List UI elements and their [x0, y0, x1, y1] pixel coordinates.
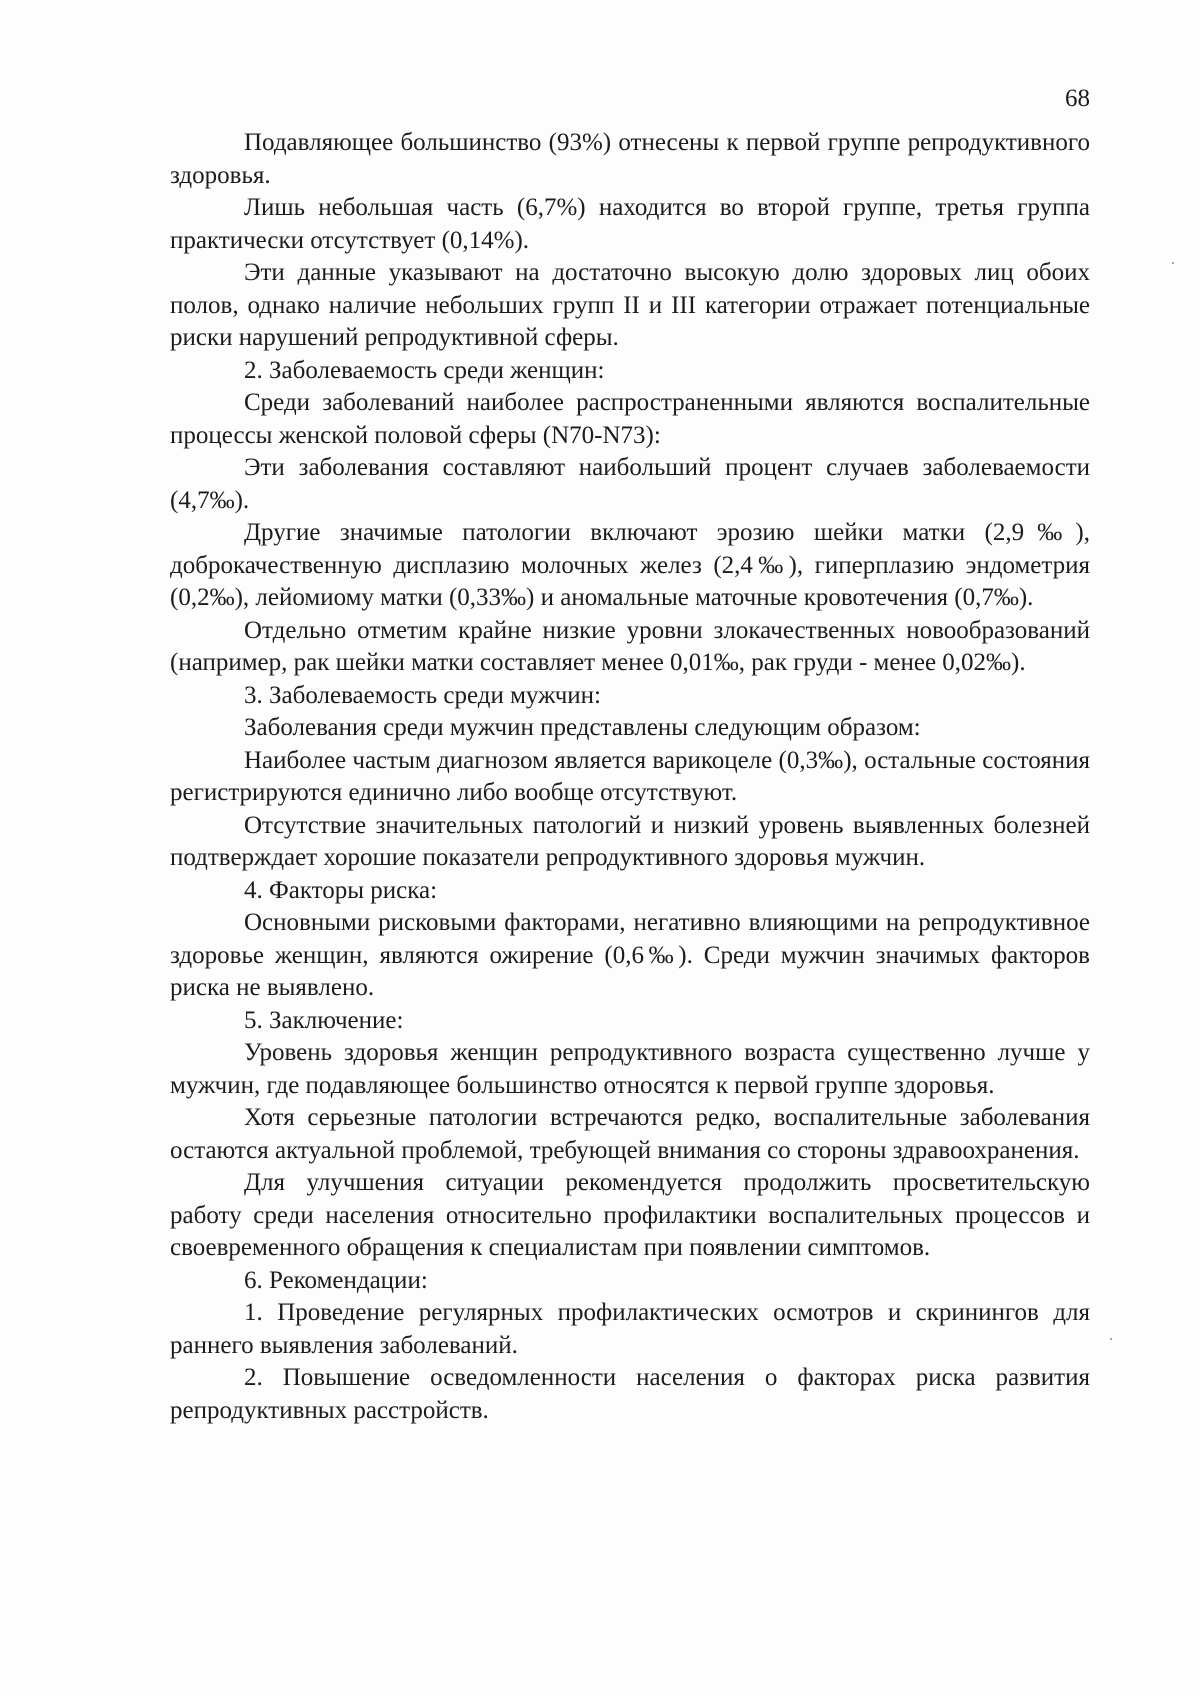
section-heading: 6. Рекомендации:	[244, 1266, 428, 1294]
paragraph: Заболевания среди мужчин представлены следующим образом:	[244, 714, 921, 741]
paragraph: Эти данные указывают на достаточно высокую долю здоровых лиц обоих полов, однако наличие небольших групп II и III категории отражает потенциальные риски нарушений репродуктивной сферы.	[170, 259, 1090, 351]
section-heading: 3. Заболеваемость среди мужчин:	[244, 681, 601, 709]
section-heading: 4. Факторы риска:	[244, 876, 438, 904]
recommendation-item: 2. Повышение осведомленности населения о факторах риска развития репродуктивных расстройств.	[170, 1364, 1090, 1424]
paragraph: Уровень здоровья женщин репродуктивного возраста существенно лучше у мужчин, где подавляющее большинство относятся к первой группе здоровья.	[170, 1039, 1090, 1099]
recommendation-item: 1. Проведение регулярных профилактических осмотров и скринингов для раннего выявления заболеваний.	[170, 1299, 1090, 1359]
paragraph: Наиболее частым диагнозом является варикоцеле (0,3‰), остальные состояния регистрируются единично либо вообще отсутствуют.	[170, 746, 1090, 806]
paragraph: Для улучшения ситуации рекомендуется продолжить просветительскую работу среди населения относительно профилактики воспалительных процессов и своевременного обращения к специалистам при появлении симптомов.	[170, 1169, 1090, 1261]
page-number: 68	[1065, 85, 1090, 112]
scan-speck	[1110, 1338, 1112, 1340]
paragraph: Эти заболевания составляют наибольший процент случаев заболеваемости (4,7‰).	[170, 454, 1090, 514]
paragraph: Среди заболеваний наиболее распространенными являются воспалительные процессы женской половой сферы (N70-N73):	[170, 389, 1090, 449]
paragraph: Подавляющее большинство (93%) отнесены к первой группе репродуктивного здоровья.	[170, 129, 1090, 189]
scan-speck	[1172, 262, 1174, 264]
section-heading: 2. Заболеваемость среди женщин:	[244, 356, 605, 384]
paragraph: Хотя серьезные патологии встречаются редко, воспалительные заболевания остаются актуальной проблемой, требующей внимания со стороны здравоохранения.	[170, 1104, 1090, 1164]
paragraph: Отсутствие значительных патологий и низкий уровень выявленных болезней подтверждает хорошие показатели репродуктивного здоровья мужчин.	[170, 811, 1090, 871]
document-body	[170, 127, 1090, 1427]
paragraph: Лишь небольшая часть (6,7%) находится во второй группе, третья группа практически отсутствует (0,14%).	[170, 194, 1090, 254]
paragraph: Отдельно отметим крайне низкие уровни злокачественных новообразований (например, рак шейки матки составляет менее 0,01‰, рак груди - менее 0,02‰).	[170, 616, 1090, 676]
paragraph: Основными рисковыми факторами, негативно влияющими на репродуктивное здоровье женщин, являются ожирение (0,6‰). Среди мужчин значимых факторов риска не выявлено.	[170, 909, 1090, 1001]
paragraph: Другие значимые патологии включают эрозию шейки матки (2,9‰), доброкачественную дисплазию молочных желез (2,4‰), гиперплазию эндометрия (0,2‰), лейомиому матки (0,33‰) и аномальные маточные кровотечения (0,7‰).	[170, 519, 1090, 611]
section-heading: 5. Заключение:	[244, 1006, 404, 1034]
